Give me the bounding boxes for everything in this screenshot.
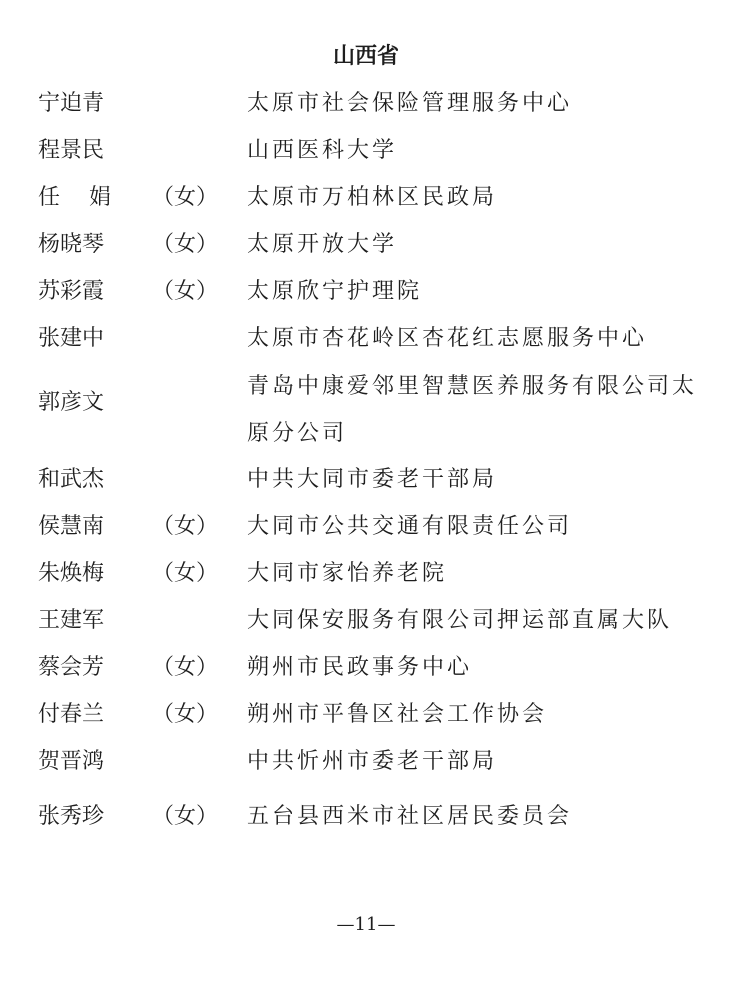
person-name: 侯慧南 [38, 514, 105, 539]
person-name: 杨晓琴 [38, 232, 105, 257]
organization: 太原市社会保险管理服务中心 [247, 91, 573, 116]
person-name: 苏彩霞 [38, 279, 105, 304]
person-name: 王建军 [38, 608, 105, 633]
organization: 太原欣宁护理院 [247, 279, 423, 304]
person-name: 贺晋鸿 [38, 749, 105, 774]
organization: 大同市公共交通有限责任公司 [247, 514, 573, 539]
person-name: 张建中 [38, 326, 105, 351]
gender-note: （女） [152, 561, 219, 586]
gender-note: （女） [152, 702, 219, 727]
gender-note: （女） [152, 279, 219, 304]
organization: 大同保安服务有限公司押运部直属大队 [247, 608, 673, 633]
person-name: 张秀珍 [38, 804, 105, 829]
organization: 中共大同市委老干部局 [247, 467, 498, 492]
gender-note: （女） [152, 655, 219, 680]
person-name: 付春兰 [38, 702, 105, 727]
person-name: 程景民 [38, 138, 105, 163]
province-title: 山西省 [332, 44, 399, 69]
person-name: 宁迫青 [38, 91, 105, 116]
organization: 朔州市平鲁区社会工作协会 [247, 702, 548, 727]
gender-note: （女） [152, 514, 219, 539]
organization: 太原开放大学 [247, 232, 398, 257]
page-number: —11— [336, 914, 396, 935]
organization: 青岛中康爱邻里智慧医养服务有限公司太原分公司 [247, 374, 698, 446]
organization: 太原市杏花岭区杏花红志愿服务中心 [247, 326, 648, 351]
gender-note: （女） [152, 185, 219, 210]
person-name: 郭彦文 [38, 390, 105, 415]
person-name: 朱焕梅 [38, 561, 105, 586]
gender-note: （女） [152, 232, 219, 257]
organization: 中共忻州市委老干部局 [247, 749, 498, 774]
gender-note: （女） [152, 804, 219, 829]
organization: 太原市万柏林区民政局 [247, 185, 498, 210]
person-name: 和武杰 [38, 467, 105, 492]
organization: 大同市家怡养老院 [247, 561, 448, 586]
person-name: 蔡会芳 [38, 655, 105, 680]
organization: 朔州市民政事务中心 [247, 655, 473, 680]
organization: 五台县西米市社区居民委员会 [247, 804, 573, 829]
person-name: 任娟 [38, 185, 141, 210]
organization: 山西医科大学 [247, 138, 398, 163]
